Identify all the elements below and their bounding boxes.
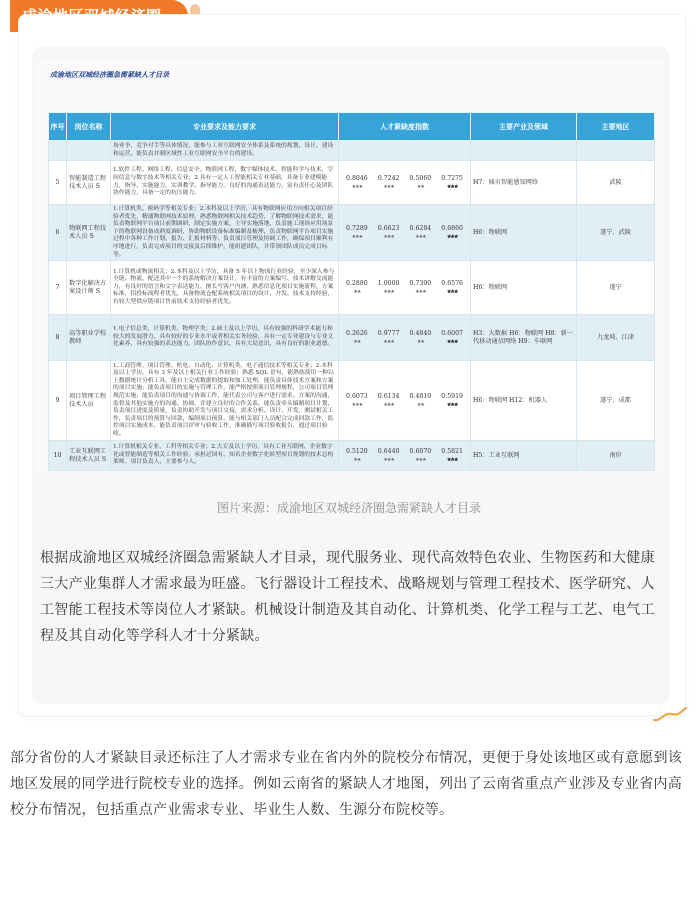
- rating-star-icon: ★★★: [446, 183, 458, 190]
- shortage-index: [339, 205, 471, 261]
- rating-star-icon: ★★: [416, 183, 424, 190]
- table-header-cell: 序号: [49, 113, 67, 141]
- job-title: 物联网工程技术人员 S: [67, 205, 111, 261]
- index-value: 0.7242 ★★★: [373, 175, 405, 191]
- region: 九龙坡、江津: [577, 315, 655, 361]
- industry-field: H6：物联网 H12：机器人: [471, 361, 577, 441]
- figure-title: 成渝地区双城经济圈急需紧缺人才目录: [50, 70, 169, 79]
- index-value: 0.4840 ★★: [405, 330, 437, 346]
- index-value: 1.0000 ★★★: [373, 280, 405, 296]
- table-row: [49, 441, 655, 471]
- rating-star-icon: ★★★: [446, 288, 458, 295]
- job-title: 数字化解决方案设计师 S: [67, 261, 111, 315]
- index-value: 0.6623 ★★★: [373, 225, 405, 241]
- table-row: [49, 361, 655, 441]
- index-value: 0.6007 ★★★: [436, 330, 468, 346]
- paragraph-1: 根据成渝地区双城经济圈急需紧缺人才目录，现代服务业、现代高效特色农业、生物医药和大健康三大产业集群人才需求最为旺盛。飞行器设计工程技术、战略规划与管理工程技术、医学研究、人工智能工程技术等岗位人才紧缺。机械设计制造及其自动化、计算机类、化学工程与工艺、电气工程及其自动化等学科人才十分紧缺。: [40, 550, 655, 644]
- rating-star-icon: ★★★: [383, 233, 394, 240]
- talent-table: [48, 112, 655, 471]
- table-header-cell: 人才紧缺度指数: [339, 113, 471, 141]
- index-value: 0.5120 ★★: [341, 448, 373, 464]
- row-number: 6: [49, 205, 67, 261]
- rating-star-icon: ★★★: [351, 233, 363, 240]
- table-row: [49, 205, 655, 261]
- industry-field: H7：城市智能感知网络: [471, 161, 577, 205]
- index-value: 0.6070 ★★★: [405, 448, 437, 464]
- rating-star-icon: ★★: [416, 401, 424, 408]
- requirements: 1.工商管理、项目管理、机电、自动化、计算机类、电子通信技术等相关专业；2.本科及以上学历，具有 3 年及以上相关行业工作经验；熟悉 SQL 语句，能熟练使用一种以上数据统计分析工具，能自主完成数据的提取和加工处理，能负责具体技术方案和方案的项目实施；能负责项目的实施与管理工作，能严格按照项目管理规程，公司项目管理规范实施，能负责项目的沟通与协调工作，能代表公司与客户进行需求、方案的沟通，监督及其他实施方的沟通、协调，并建立良好的合作关系，能负责牵头编制项目计划，负责项目进度及质量，负责协助开发与项目交接，需求分析、设计、开发、测试相关工作，负责项目的预算与回款，编制项目预算，能与相关部门人员配合完成回款工作，监控项目实施成本，能负责项目评审与验收工作，准确描写项目验收报告，通过项目验收。: [111, 361, 339, 441]
- index-value: 0.5821 ★★★: [436, 448, 468, 464]
- shortage-index: [339, 315, 471, 361]
- region: 武陵: [577, 161, 655, 205]
- rating-star-icon: ★★★: [446, 456, 458, 463]
- region: 遂宁: [577, 261, 655, 315]
- paragraph-2: 部分省份的人才紧缺目录还标注了人才需求专业在省内外的院校分布情况，更便于身处该地区或有意愿到该地区发展的同学进行院校专业的选择。例如云南省的紧缺人才地图，列出了云南省重点产业涉及专业省内高校分布情况，包括重点产业需求专业、毕业生人数、生源分布院校等。: [10, 750, 683, 818]
- job-title: 项目管理工程技术人员: [67, 361, 111, 441]
- rating-star-icon: ★★★: [351, 401, 363, 408]
- table-header-cell: 岗位名称: [67, 113, 111, 141]
- index-value: 0.9777 ★★★: [373, 330, 405, 346]
- table-header-cell: 主要产业及领域: [471, 113, 577, 141]
- row-number: 8: [49, 315, 67, 361]
- index-value: 0.6284 ★★★: [405, 225, 437, 241]
- table-header-cell: 主要地区: [577, 113, 655, 141]
- table-row: [49, 141, 655, 161]
- industry-field: H6：物联网: [471, 261, 577, 315]
- rating-star-icon: ★★★: [446, 338, 458, 345]
- requirements: 场业争，竞争对手等具体情况，能参与工业互联网安全体系及系统的规划，设计，建设和运营，能负责并制区域性工业互联网安全平台的建设。: [111, 141, 339, 161]
- rating-star-icon: ★★★: [383, 183, 394, 190]
- index-value: 0.4810 ★★: [405, 393, 437, 409]
- industry-field: H3：大数据 H6：物联网 H8：新一代移动通信网络 H9：车联网: [471, 315, 577, 361]
- industry-field: H6：物联网: [471, 205, 577, 261]
- requirements: 1.软件工程、网络工程、信息安全、物联网工程、数字媒体技术、智能科学与技术、空间信息与数字技术等相关专业；2.具有一定人工智能相关专业基础，具备专业建模能力，指导、实施能力，实训教学、指导能力，良好的沟通表达能力，富有责任心及团队协作能力，具备一定的抗压能力。: [111, 161, 339, 205]
- row-number: 7: [49, 261, 67, 315]
- rating-star-icon: ★★★: [415, 456, 426, 463]
- shortage-index: [339, 261, 471, 315]
- requirements: 1.计算机相关专业、工科等相关专业；2.大专及以上学历，具有工业互联网、企业数字化或智能制造等相关工作经验，承担过国有、知名企业数字化转型项目规划的技术总构架师、项目负责人、主要参与人。: [111, 441, 339, 471]
- requirements: 1.计算机类、密码学等相关专业；2.本科及以上学历，具有物联网应用方向相关项目经验者优先，精通物联网技术原理，熟悉物联网相关技术趋势，了解物联网技术需求，能负责物联网平台项目前期调研，制定实施方案，主导实施落地，负责施工现场应用场景下的物联网设备成熟度调研，协助物联设备标准编制及梳理，负责物联网平台项目实施过程中各种工作计划、报告、汇报材料等；负责项目管理及协调工作，确保项目顺利有序地进行，负责完成项目的交接及后续维护，能组建团队，并带领团队成员完成目标等。: [111, 205, 339, 261]
- table-row: [49, 315, 655, 361]
- index-value: 0.5060 ★★: [405, 175, 437, 191]
- rating-star-icon: ★★★: [415, 233, 426, 240]
- table-row: [49, 261, 655, 315]
- job-title: 智能制造工程技术人员 S: [67, 161, 111, 205]
- job-title: [67, 141, 111, 161]
- table-header-row: [49, 113, 655, 141]
- index-value: 0.6860 ★★★: [436, 225, 468, 241]
- index-value: 0.7289 ★★★: [341, 225, 373, 241]
- index-value: 0.5919 ★★★: [436, 393, 468, 409]
- rating-star-icon: ★★★: [446, 401, 458, 408]
- shortage-index: [339, 141, 471, 161]
- row-number: 5: [49, 161, 67, 205]
- index-value: 0.7275 ★★★: [436, 175, 468, 191]
- rating-star-icon: ★★: [353, 338, 361, 345]
- rating-star-icon: ★★★: [383, 456, 394, 463]
- index-value: 0.2880 ★★: [341, 280, 373, 296]
- shortage-index: [339, 361, 471, 441]
- shortage-index: [339, 441, 471, 471]
- requirements: 1.电子信息类、计算机类、物理学类；2.硕士及以上学历，具有较强的科研学术能力和较大的发展潜力，具有较好的专业水平或者相关实务经验，具有一定专业建设与专业文化素养，具有较强的表达能力，团队协作意识，具有大局意识，具有良好的职业道德。: [111, 315, 339, 361]
- index-value: 0.6073 ★★★: [341, 393, 373, 409]
- rating-star-icon: ★★★: [383, 288, 394, 295]
- table-header-cell: 专业要求及能力要求: [111, 113, 339, 141]
- decorative-swirl-icon: [652, 706, 688, 724]
- index-value: 0.6134 ★★★: [373, 393, 405, 409]
- region: 遂宁、武陵: [577, 205, 655, 261]
- region: [577, 141, 655, 161]
- index-value: 0.6440 ★★★: [373, 448, 405, 464]
- region: 南岸: [577, 441, 655, 471]
- industry-field: H5：工业互联网: [471, 441, 577, 471]
- index-value: 0.6576 ★★★: [436, 280, 468, 296]
- shortage-index: [339, 161, 471, 205]
- index-value: 0.8046 ★★★: [341, 175, 373, 191]
- job-title: 工业互联网工程技术人员 S: [67, 441, 111, 471]
- rating-star-icon: ★★: [353, 288, 361, 295]
- region: 遂宁、成都: [577, 361, 655, 441]
- requirements: 1.计算机或物流相关；2.本科及以上学历，具备 5 年以上物流行业经验，至少深入参与全链、物流、配送其中一个的系统解决方案设计，有丰富的方案编写、技术讲解交流能力，有良好的语言和文字表达能力，擅长写客户内涵，熟悉信息化项目实施流程，方案标准，招投标流程者优先，具备物流仓配系统相关项目的设计、开发、技术支持经验，有较大型供应链项目售前技术支持经验者优先。: [111, 261, 339, 315]
- rating-star-icon: ★★★: [383, 338, 394, 345]
- job-title: 高等职业学校教师: [67, 315, 111, 361]
- index-value: 0.7390 ★★★: [405, 280, 437, 296]
- rating-star-icon: ★★★: [446, 233, 458, 240]
- row-number: 10: [49, 441, 67, 471]
- rating-star-icon: ★★: [353, 456, 361, 463]
- table-body: [49, 141, 655, 471]
- talent-catalog-image: [34, 62, 664, 472]
- figure-caption: 图片来源：成渝地区双城经济圈急需紧缺人才目录: [216, 501, 481, 515]
- industry-field: [471, 141, 577, 161]
- table-row: [49, 161, 655, 205]
- rating-star-icon: ★★★: [383, 401, 394, 408]
- rating-star-icon: ★★: [416, 338, 424, 345]
- rating-star-icon: ★★★: [415, 288, 426, 295]
- row-number: [49, 141, 67, 161]
- row-number: 9: [49, 361, 67, 441]
- index-value: 0.2626 ★★: [341, 330, 373, 346]
- rating-star-icon: ★★★: [351, 183, 363, 190]
